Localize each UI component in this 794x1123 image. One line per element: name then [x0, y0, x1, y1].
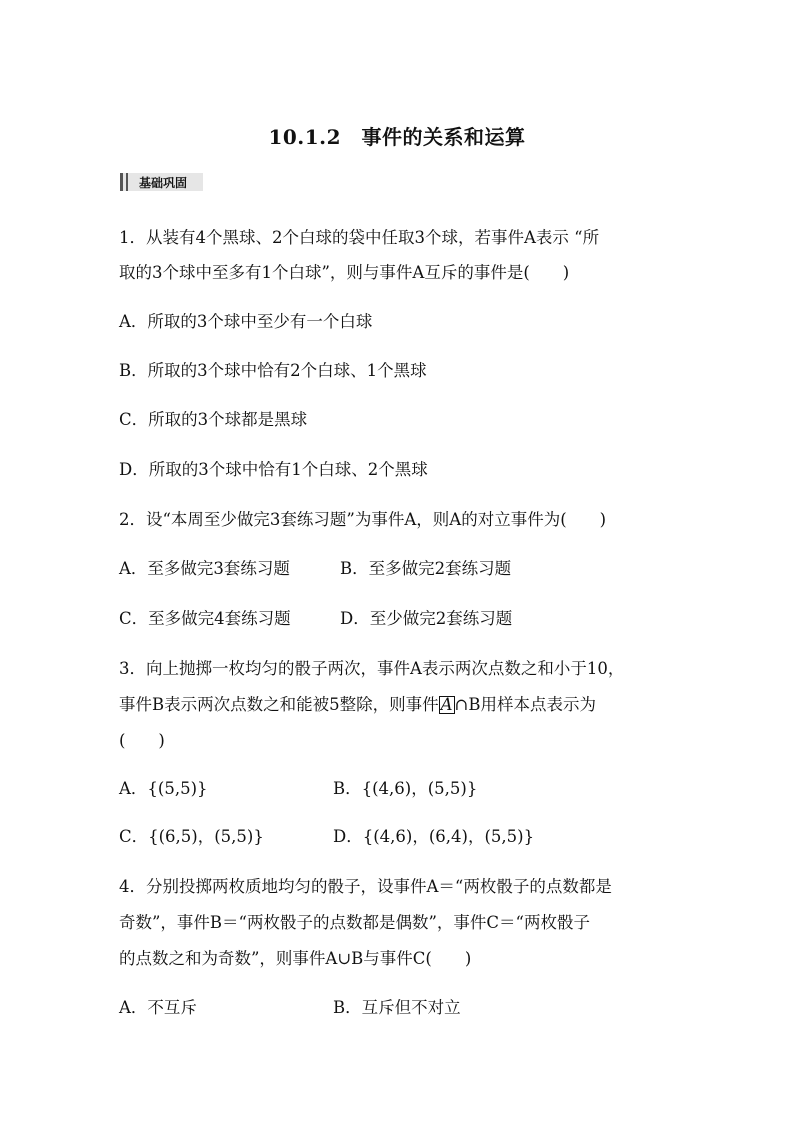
q4-stem-line3: 的点数之和为奇数”，则事件A∪B与事件C( ): [119, 949, 472, 968]
q3-stem-line2-pre: 事件B表示两次点数之和能被5整除，则事件: [119, 695, 439, 714]
q1-option-c: C．所取的3个球都是黑球: [119, 410, 308, 429]
q2-option-c: C．至多做完4套练习题: [119, 609, 291, 628]
section-label: 基础巩固: [139, 176, 188, 190]
q3-option-b: B．{(4,6)，(5,5)}: [333, 779, 478, 798]
q4-option-a: A．不互斥: [119, 998, 197, 1017]
q1-option-d: D．所取的3个球中恰有1个白球、2个黑球: [119, 460, 428, 479]
q4-stem-line2: 奇数”，事件B＝“两枚骰子的点数都是偶数”，事件C＝“两枚骰子: [119, 913, 590, 932]
q2-stem: 2．设“本周至少做完3套练习题”为事件A，则A的对立事件为( ): [119, 510, 607, 529]
q1-option-b: B．所取的3个球中恰有2个白球、1个黑球: [119, 361, 427, 380]
q1-option-a: A．所取的3个球中至少有一个白球: [119, 312, 373, 331]
q3-option-c: C．{(6,5)，(5,5)}: [119, 827, 264, 846]
q3-stem-line1: 3．向上抛掷一枚均匀的骰子两次，事件A表示两次点数之和小于10，: [119, 659, 625, 678]
q3-option-d: D．{(4,6)，(6,4)，(5,5)}: [333, 827, 535, 846]
q2-option-d: D．至少做完2套练习题: [340, 609, 513, 628]
q4-option-b: B．互斥但不对立: [333, 998, 461, 1017]
q3-stem-line3: ( ): [119, 731, 165, 750]
q2-option-a: A．至多做完3套练习题: [119, 559, 290, 578]
badge-bar: [126, 173, 128, 191]
q3-option-a: A．{(5,5)}: [119, 779, 208, 798]
q3-stem-line2-post: ∩B用样本点表示为: [454, 695, 596, 714]
q2-option-b: B．至多做完2套练习题: [340, 559, 512, 578]
q3-stem-line2: [119, 693, 596, 717]
q4-stem-line1: 4．分别投掷两枚质地均匀的骰子，设事件A＝“两枚骰子的点数都是: [119, 877, 612, 896]
page-title: 10.1.2 事件的关系和运算: [268, 125, 526, 149]
section-badge: [120, 173, 203, 191]
q1-stem-line1: 1．从装有4个黑球、2个白球的袋中任取3个球，若事件A表示 “所: [119, 228, 600, 247]
q1-stem-line2: 取的3个球中至多有1个白球”，则与事件A互斥的事件是( ): [119, 263, 570, 282]
q3-boxed-event: A: [440, 695, 453, 714]
